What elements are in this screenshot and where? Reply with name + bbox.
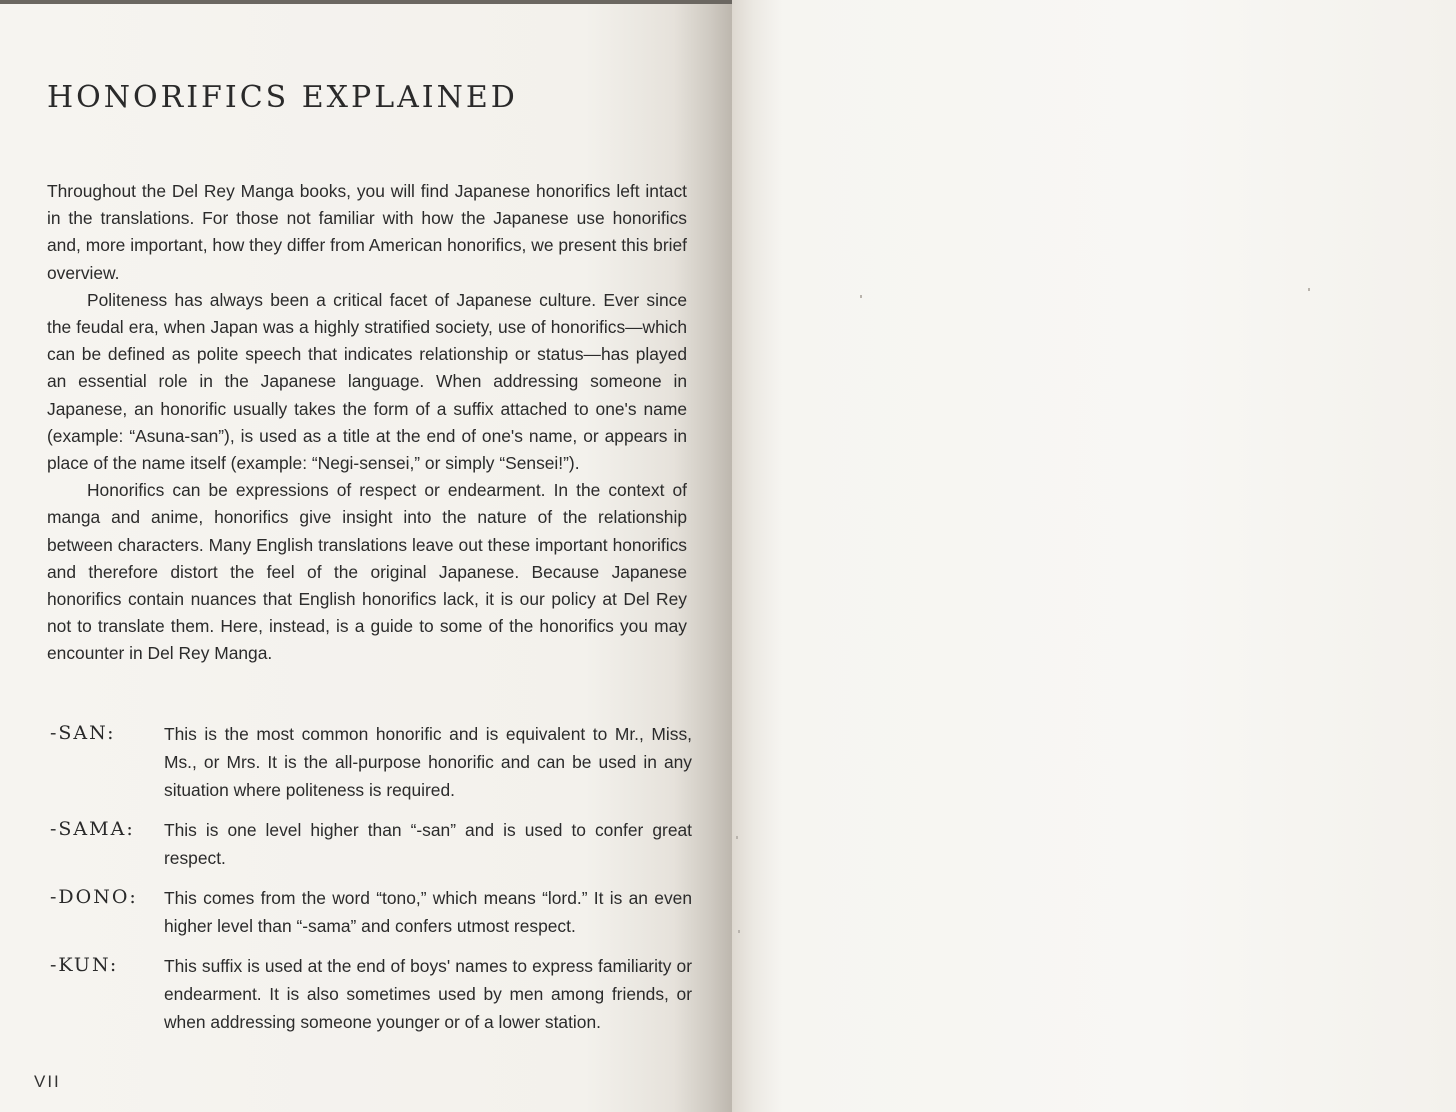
honorifics-list [50,720,692,1048]
honorific-definition: This comes from the word “tono,” which means “lord.” It is an even higher level than “-sama” and confers utmost respect. [164,888,692,936]
paragraph: Politeness has always been a critical facet of Japanese culture. Ever since the feudal era, when Japan was a highly stratified society, use of honorifics—which can be defined as polite speech that indicates relationship or status—has played an essential role in the Japanese language. When addressing someone in Japanese, an honorific usually takes the form of a suffix attached to one's name (example: “Asuna-san”), is used as a title at the end of one's name, or appears in place of the name itself (example: “Negi-sensei,” or simply “Sensei!”). [47,289,687,474]
paper-speck [738,930,740,933]
honorific-term: -SAMA: [50,818,135,840]
paper-speck [1308,288,1310,291]
page-number: VII [34,1072,61,1091]
honorific-entry [50,952,692,1036]
honorific-definition: This is one level higher than “-san” and is used to confer great respect. [164,820,692,868]
honorific-term: -DONO: [50,886,138,908]
honorific-term: -SAN: [50,722,116,744]
intro-text [47,178,687,668]
honorific-definition: This is the most common honorific and is equivalent to Mr., Miss, Ms., or Mrs. It is the all-purpose honorific and can be used in any situation where politeness is required. [164,724,692,800]
honorific-entry [50,816,692,872]
right-page-blank [732,0,1456,1112]
paragraph: Honorifics can be expressions of respect or endearment. In the context of manga and anime, honorifics give insight into the nature of the relationship between characters. Many English translations leave out these important honorifics and therefore distort the feel of the original Japanese. Because Japanese honorifics contain nuances that English honorifics lack, it is our policy at Del Rey not to translate them. Here, instead, is a guide to some of the honorifics you may encounter in Del Rey Manga. [47,480,687,664]
paper-speck [736,836,738,839]
page-title: HONORIFICS EXPLAINED [47,80,518,115]
honorific-term: -KUN: [50,954,119,976]
paragraph: Throughout the Del Rey Manga books, you will find Japanese honorifics left intact in the translations. For those not familiar with how the Japanese use honorifics and, more important, how they differ from American honorifics, we present this brief overview. [47,181,687,283]
page-top-edge [0,0,732,4]
paper-speck [860,295,862,298]
honorific-entry [50,884,692,940]
honorific-definition: This suffix is used at the end of boys' names to express familiarity or endearment. It is also sometimes used by men among friends, or when addressing someone younger or of a lower station. [164,956,692,1032]
honorific-entry [50,720,692,804]
